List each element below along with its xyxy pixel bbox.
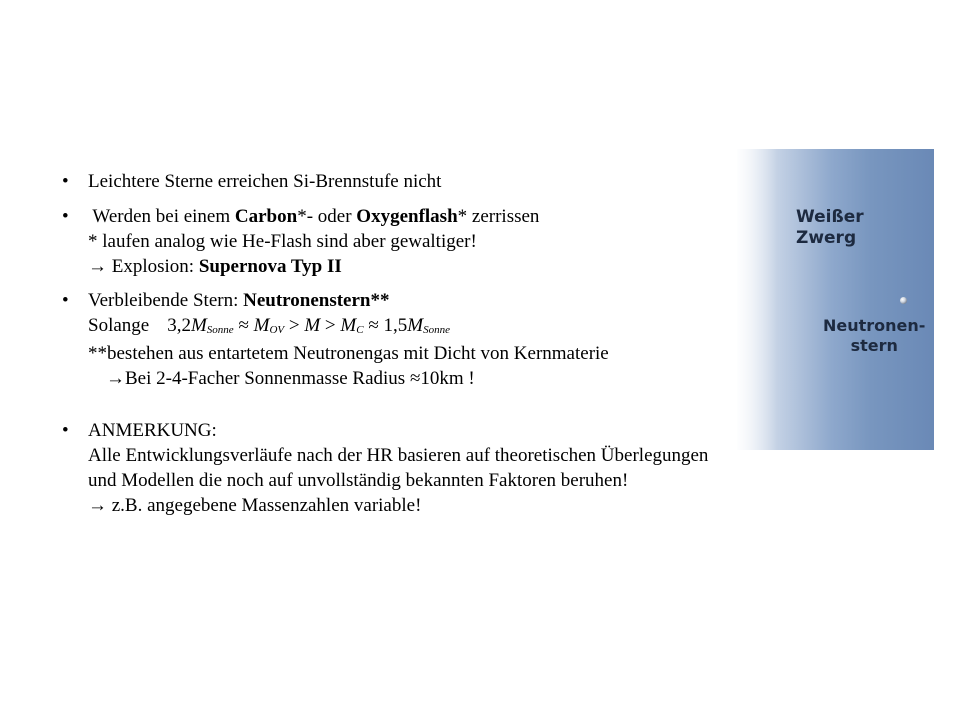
bullet-dot: •: [62, 171, 69, 192]
bullet-line-4: →Bei 2-4-Facher Sonnenmasse Radius ≈10km !: [106, 368, 475, 389]
bullet-text: Leichtere Sterne erreichen Si-Brennstufe nicht: [88, 171, 442, 192]
neutron-star-dot: [900, 297, 907, 304]
bullet-dot: •: [62, 206, 69, 227]
bullet-line-3: **bestehen aus entartetem Neutronengas mit Dicht von Kernmaterie: [88, 343, 609, 364]
white-dwarf-glow: [737, 149, 777, 450]
supernova-bold: Supernova Typ II: [198, 256, 342, 277]
solange-label: Solange: [88, 315, 150, 336]
bullet-line-1: Werden bei einem Carbon*- oder Oxygenflash* zerrissen: [88, 206, 540, 227]
bullet-line-1: ANMERKUNG:: [88, 420, 217, 441]
bullet-line-1: Verbleibende Stern: Neutronenstern**: [88, 290, 390, 311]
star-comparison-image: [737, 149, 934, 450]
bullet-line-3: und Modellen die noch auf unvollständig bekannten Faktoren beruhen!: [88, 470, 629, 491]
bullet-dot: •: [62, 420, 69, 441]
neutron-star-label: Neutronen- stern: [823, 316, 926, 355]
neutronenstern-bold: Neutronenstern**: [243, 290, 390, 311]
bullet-line-3: → Explosion: Supernova Typ II: [88, 256, 342, 277]
bullet-line-2: * laufen analog wie He-Flash sind aber gewaltiger!: [88, 231, 477, 252]
bullet-line-2: Alle Entwicklungsverläufe nach der HR basieren auf theoretischen Überlegungen: [88, 445, 709, 466]
mass-formula: $3,2M_{Sonne} \approx M_{OV} > M > M_C \approx 1,5M_{Sonne}$: [167, 315, 450, 336]
carbon-bold: Carbon: [234, 206, 298, 227]
white-dwarf-label: Weißer Zwerg: [796, 207, 864, 248]
bullet-line-4: → z.B. angegebene Massenzahlen variable!: [88, 495, 422, 516]
bullet-dot: •: [62, 290, 69, 311]
oxygenflash-bold: Oxygenflash: [356, 206, 458, 227]
